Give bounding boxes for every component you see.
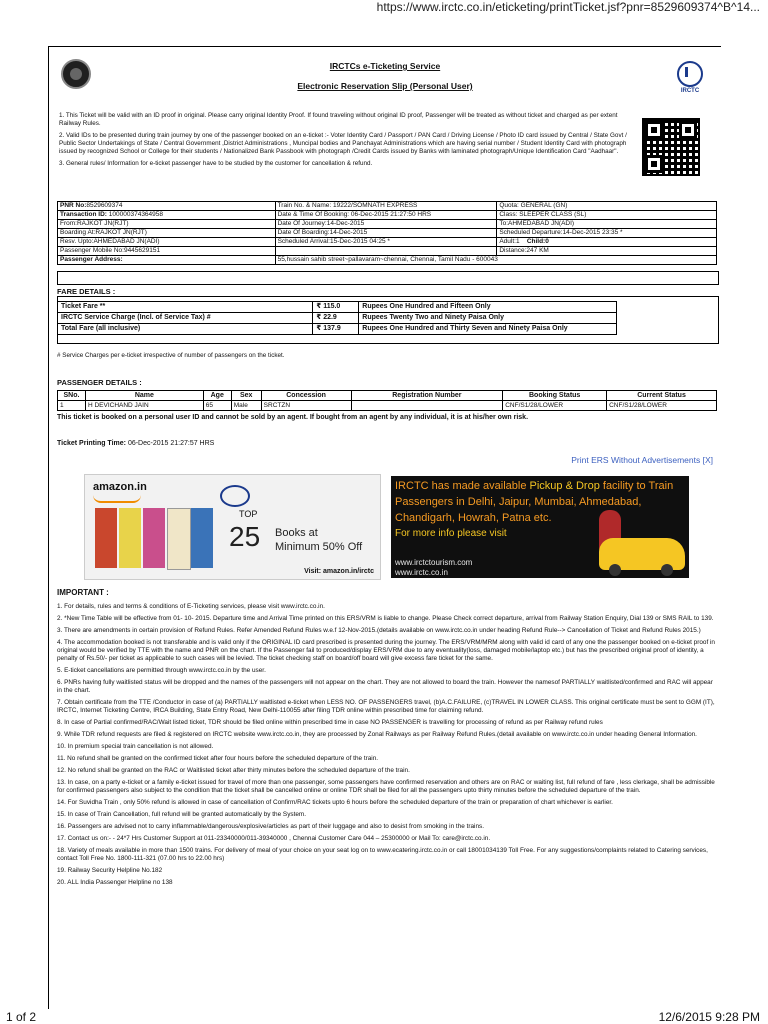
amazon-line2: Minimum 50% Off: [275, 541, 363, 553]
fare-row: [58, 302, 617, 313]
fare-label: Ticket Fare **: [58, 302, 313, 313]
book-cover-icon: [167, 508, 191, 570]
fare-amount: ₹ 137.9: [313, 324, 359, 335]
important-item: 5. E-ticket cancellations are permitted through www.irctc.co.in by the user.: [57, 667, 266, 674]
fare-row: [58, 313, 617, 324]
pnr-value: 8529609374: [86, 202, 123, 209]
column-header: Sex: [231, 391, 261, 401]
taxi-icon: [599, 538, 685, 570]
important-title: IMPORTANT :: [57, 588, 109, 597]
fare-words: Rupees Twenty Two and Ninety Paisa Only: [359, 313, 617, 324]
ad-line-6: www.irctc.co.in: [395, 568, 448, 577]
important-item: 1. For details, rules and terms & conditions of E-Ticketing services, please visit www.irctc.co.in.: [57, 603, 325, 610]
note-item: 1. This Ticket will be valid with an ID proof in original. Please carry original Identity Proof. If found traveling without original ID proof, Passenger will be treated as without ticket and charged as per extent Railway Rules.: [59, 112, 618, 127]
important-item: 14. For Suvidha Train , only 50% refund is allowed in case of cancellation of Confirm/RAC tickets upto 6 hours before the scheduled departure of the train or preparation of chart whichever is earlier.: [57, 799, 613, 806]
note-item: 2. Valid IDs to be presented during train journey by one of the passenger booked on an e-ticket :- Voter Identity Card / Passport / PAN Card / Driving License / Photo ID card issued by Central / State Govt / Public Sector Undertakings of State / Central Government ,District Administrations , Muncipal bodies and Panchayat Administrations which are having serial number / Student Identity Card with photograph issued by recognized School or College for their students / Nationalized Bank Passbook with photograph /Credit Cards issued by Banks with laminated photograph/Unique Identification Card "Aadhaar".: [59, 132, 627, 155]
ad-line-3: Chandigarh, Howrah, Patna etc.: [395, 512, 552, 524]
important-item: 15. In case of Train Cancellation, full refund will be granted automatically by the System.: [57, 811, 307, 818]
pax-count-cell: [497, 238, 717, 247]
address-continuation: [57, 271, 719, 285]
passenger-section-title: PASSENGER DETAILS :: [57, 378, 142, 387]
column-header: Concession: [261, 391, 351, 401]
ticket-frame: [48, 46, 721, 1009]
column-header: Name: [85, 391, 203, 401]
amazon-smile-icon: [93, 495, 141, 503]
fare-label: IRCTC Service Charge (Incl. of Service Tax) #: [58, 313, 313, 324]
ticket-notes: [59, 112, 629, 172]
column-header: Registration Number: [351, 391, 503, 401]
passenger-registration: [351, 401, 503, 411]
from-cell: From:RAJKOT JN(RJT): [58, 220, 276, 229]
important-item: 19. Railway Security Helpline No.182: [57, 867, 163, 874]
important-list: [57, 603, 719, 891]
book-cover-icon: [95, 508, 117, 568]
print-datetime: 12/6/2015 9:28 PM: [658, 1010, 760, 1024]
book-cover-icon: [143, 508, 165, 568]
column-header: Booking Status: [503, 391, 607, 401]
important-item: 4. The accommodation booked is not transferable and is valid only if the ORIGINAL ID card prescribed is presented during the journey. The ERS/VRM/MRM along with valid id card of any one the passenger booked on e-ticket proof in original would be verified by TTE with the name and PNR on the chart. If the Passenger fail to produced/display ERS/VRM due to any eventuality(loss, damaged mobile/laptop etc.) but has the prescribed original proof of identity, a penalty of Rs.50/- per ticket as applicable to such cases will be levied. The ticket checking staff on board/off board will give excess fare ticket for the same.: [57, 639, 715, 662]
service-title: IRCTCs e-Ticketing Service: [329, 61, 441, 71]
column-header: SNo.: [58, 391, 86, 401]
book-cover-icon: [191, 508, 213, 568]
fare-table: [57, 301, 617, 335]
distance-cell: Distance:247 KM: [497, 247, 717, 256]
irctc-pickup-advertisement[interactable]: [391, 476, 689, 578]
transaction-cell: [58, 211, 276, 220]
agent-warning: This ticket is booked on a personal user ID and cannot be sold by an agent. If bought from an agent by any individual, it is at his/her own risk.: [57, 414, 529, 421]
fare-label: Total Fare (all inclusive): [58, 324, 313, 335]
scheduled-departure-cell: Scheduled Departure:14-Dec-2015 23:35 *: [497, 229, 717, 238]
transaction-value: 100000374364958: [108, 211, 164, 218]
page-url: https://www.irctc.co.in/eticketing/printTicket.jsf?pnr=8529609374^B^14...: [376, 0, 760, 14]
class-cell: Class: SLEEPER CLASS (SL): [497, 211, 717, 220]
fare-row: [58, 324, 617, 335]
ad-line-2: Passengers in Delhi, Jaipur, Mumbai, Ahmedabad,: [395, 496, 642, 508]
important-item: 20. ALL India Passenger Helpline no 138: [57, 879, 173, 886]
mobile-cell: Passenger Mobile No:9445629151: [58, 247, 276, 256]
ad-line-4: For more info please visit: [395, 528, 507, 539]
important-item: 16. Passengers are advised not to carry inflammable/dangerous/explosive/articles as part of their luggage and also to desist from smoking in the trains.: [57, 823, 484, 830]
passenger-concession: SRCTZN: [261, 401, 351, 411]
passenger-table: [57, 390, 717, 411]
pnr-label: PNR No:: [60, 202, 87, 209]
amazon-advertisement[interactable]: [84, 474, 381, 580]
pnr-cell: [58, 202, 276, 211]
ad-line-5: www.irctctourism.com: [395, 558, 473, 567]
page-indicator: 1 of 2: [6, 1010, 37, 1024]
quota-cell: Quota: GENERAL (GN): [497, 202, 717, 211]
qr-code-icon: [642, 118, 700, 176]
fare-amount: ₹ 22.9: [313, 313, 359, 324]
column-header: Current Status: [607, 391, 717, 401]
boarding-date-cell: Date Of Boarding:14-Dec-2015: [275, 229, 497, 238]
fare-words: Rupees One Hundred and Thirty Seven and Ninety Paisa Only: [359, 324, 617, 335]
passenger-header-row: [58, 391, 717, 401]
transaction-label: Transaction ID:: [60, 211, 107, 218]
note-item: 3. General rules/ Information for e-ticket passenger have to be studied by the customer for cancellation & refund.: [59, 160, 373, 167]
ad-line-1: IRCTC has made available Pickup & Drop facility to Train: [395, 480, 674, 492]
column-header: Age: [203, 391, 231, 401]
to-cell: To:AHMEDABAD JN(ADI): [497, 220, 717, 229]
ticket-details-table: [57, 201, 717, 265]
amazon-visit: Visit: amazon.in/irctc: [304, 568, 374, 575]
irctc-logo-text: IRCTC: [680, 88, 700, 94]
fare-section-title: FARE DETAILS :: [57, 287, 116, 296]
book-cover-icon: [119, 508, 141, 568]
slip-title: Electronic Reservation Slip (Personal User): [297, 81, 473, 91]
passenger-sno: 1: [58, 401, 86, 411]
important-item: 11. No refund shall be granted on the confirmed ticket after four hours before the scheduled departure of the train.: [57, 755, 379, 762]
amazon-line1: Books at: [275, 527, 318, 539]
print-time-label: Ticket Printing Time:: [57, 440, 126, 447]
ticket-header: [49, 47, 721, 107]
amazon-top: TOP: [239, 509, 258, 519]
irctc-logo: [675, 61, 705, 94]
irctc-logo-icon: [677, 61, 703, 87]
table-row: [58, 401, 717, 411]
passenger-name: H DEVICHAND JAIN: [85, 401, 203, 411]
irctc-ad-logo-icon: [220, 485, 250, 507]
amazon-brand: amazon.in: [93, 481, 147, 493]
important-item: 2. *New Time Table will be effective from 01- 10- 2015. Departure time and Arrival Time printed on this ERS/VRM is liable to change. Please Check correct departure, arrival from Railway Station Enquiry, Dial 139 or SMS RAIL to 139.: [57, 615, 714, 622]
passenger-booking-status: CNF/S1/28/LOWER: [503, 401, 607, 411]
adult-count: Adult:1: [499, 238, 520, 245]
scheduled-arrival-cell: Scheduled Arrival:15-Dec-2015 04:25 *: [275, 238, 497, 247]
important-item: 8. In case of Partial confirmed/RAC/Wait listed ticket, TDR should be filed online within prescribed time in case NO PASSENGER is travelling for processing of refund as per Railway refund rules: [57, 719, 603, 726]
passenger-age: 65: [203, 401, 231, 411]
important-item: 7. Obtain certificate from the TTE /Conductor in case of (a) PARTIALLY waitlisted e-ticket when LESS NO. OF PASSENGERS travel, (b)A.C.FAILURE, (c)TRAVEL IN LOWER CLASS. This original certificate must be sent to GGM (IT), IRCTC, Internet Ticketing Centre, IRCA Building, State Entry Road, New Delhi-110055 after filing TDR online within prescribed time for claiming refund.: [57, 699, 715, 714]
booking-date-cell: Date & Time Of Booking: 06-Dec-2015 21:27:50 HRS: [275, 211, 497, 220]
passenger-current-status: CNF/S1/28/LOWER: [607, 401, 717, 411]
fare-amount: ₹ 115.0: [313, 302, 359, 313]
service-charge-note: # Service Charges per e-ticket irrespective of number of passengers on the ticket.: [57, 352, 285, 359]
journey-date-cell: Date Of Journey:14-Dec-2015: [275, 220, 497, 229]
print-ers-link[interactable]: Print ERS Without Advertisements [X]: [571, 455, 713, 465]
important-item: 9. While TDR refund requests are filed & registered on IRCTC website www.irctc.co.in, they are processed by Zonal Railways as per Railway Refund Rules.(detail available on www.irctc.co.in under heading General Information.: [57, 731, 697, 738]
passenger-sex: Male: [231, 401, 261, 411]
important-item: 17. Contact us on:- - 24*7 Hrs Customer Support at 011-23340000/011-39340000 , Chennai Customer Care 044 – 25300000 or Mail To: care@irctc.co.in.: [57, 835, 491, 842]
boarding-at-cell: Boarding At:RAJKOT JN(RJT): [58, 229, 276, 238]
train-cell: Train No. & Name: 19222/SOMNATH EXPRESS: [275, 202, 497, 211]
address-label: Passenger Address:: [58, 256, 276, 265]
important-item: 10. In premium special train cancellation is not allowed.: [57, 743, 214, 750]
print-time: [57, 440, 214, 447]
important-item: 6. PNRs having fully waitlisted status will be dropped and the names of the passengers will not appear on the chart. They are not allowed to board the train. However the namesof PARTIALLY waitlisted/confirmed and RAC will appear in the chart.: [57, 679, 713, 694]
print-time-value: 06-Dec-2015 21:27:57 HRS: [127, 440, 215, 447]
resv-upto-cell: Resv. Upto:AHMEDABAD JN(ADI): [58, 238, 276, 247]
address-value: 55,hussain sahib street~pallavaram~chennai, Chennai, Tamil Nadu - 600043: [275, 256, 716, 265]
important-item: 12. No refund shall be granted on the RAC or Waitlisted ticket after thirty minutes before the scheduled departure of the train.: [57, 767, 410, 774]
empty-cell: [275, 247, 497, 256]
amazon-number: 25: [229, 521, 261, 552]
child-count: Child:0: [526, 238, 549, 245]
important-item: 3. There are amendments in certain provision of Refund Rules. Refer Amended Refund Rules w.e.f 12-Nov-2015.(details available on www.irctc.co.in under heading Refund Rule--> Cancellation of Ticket and Refund Rules 2015.): [57, 627, 701, 634]
fare-words: Rupees One Hundred and Fifteen Only: [359, 302, 617, 313]
important-item: 13. In case, on a party e-ticket or a family e-ticket issued for travel of more than one passenger, some passengers have confirmed reservation and others are on RAC or waiting list, full refund of fare , less clerkage, shall be admissible for confirmed passengers also subject to the condition that the ticket shall be cancelled online or online TDR shall be filed for all the passengers upto thirty minutes before the scheduled departure of the train.: [57, 779, 715, 794]
important-item: 18. Variety of meals available in more than 1500 trains. For delivery of meal of your choice on your seat log on to www.ecatering.irctc.co.in or call 18001034139 Toll Free. For any suggestions/complaints related to Catering services, contact Toll Free No. 1800-111-321 (07.00 hrs to 22.00 hrs): [57, 847, 708, 862]
